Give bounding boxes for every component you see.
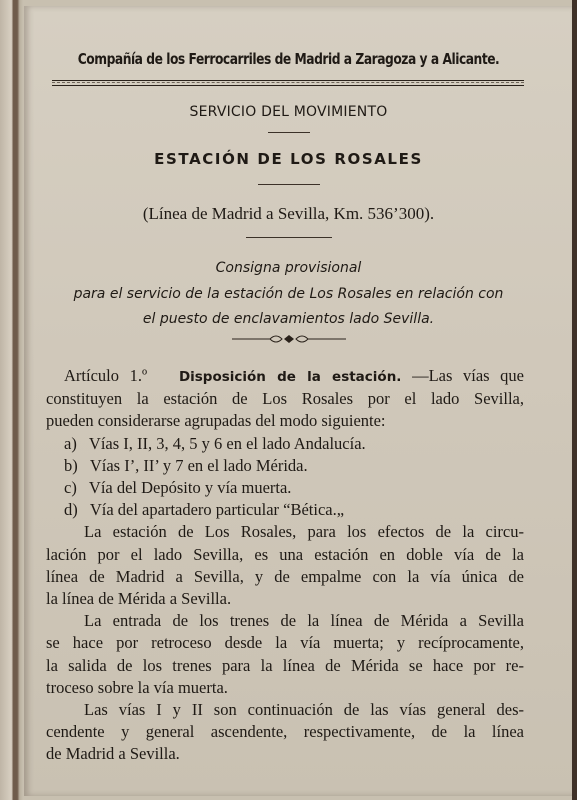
list-marker: b) <box>64 456 78 475</box>
paragraph-2-line: lación por el lado Sevilla, es una estación en doble vía de la <box>46 545 524 564</box>
paragraph-3-line: troceso sobre la vía muerta. <box>46 678 228 697</box>
paragraph-3-line: se hace por retroceso desde la vía muerta; y recíprocamente, <box>46 633 524 652</box>
divider-rule <box>268 132 310 133</box>
paragraph-2-line: La estación de Los Rosales, para los efectos de la circu- <box>84 522 524 541</box>
list-item-d <box>64 500 542 520</box>
list-marker: a) <box>64 434 77 453</box>
book-edge <box>572 0 577 800</box>
header-double-rule <box>52 80 524 86</box>
list-item-c <box>64 478 542 498</box>
consigna-line-2: el puesto de enclavamientos lado Sevilla. <box>142 311 435 327</box>
list-item-b <box>64 456 542 476</box>
list-marker: d) <box>64 500 78 519</box>
consigna-line-1: para el servicio de la estación de Los Rosales en relación con <box>73 286 504 302</box>
article-line-1-rest: —Las vías que <box>412 366 525 385</box>
article-line-2: constituyen la estación de Los Rosales por el lado Sevilla, <box>46 389 524 408</box>
list-item-text: Vías I’, II’ y 7 en el lado Mérida. <box>89 456 308 475</box>
paragraph-4-line: cendente y general ascendente, respectivamente, de la línea <box>46 722 524 741</box>
service-heading: SERVICIO DEL MOVIMIENTO <box>189 104 388 120</box>
article-first-line <box>64 366 524 386</box>
article-line-3: pueden considerarse agrupadas del modo siguiente: <box>46 411 386 430</box>
paragraph-3-line: La entrada de los trenes de la línea de Mérida a Sevilla <box>84 611 524 630</box>
paragraph-3-line: la salida de los trenes para la línea de Mérida se hace por re- <box>46 656 524 675</box>
divider-rule <box>246 237 332 238</box>
station-heading: ESTACIÓN DE LOS ROSALES <box>154 150 423 168</box>
line-info: (Línea de Madrid a Sevilla, Km. 536’300). <box>142 204 435 223</box>
list-item-text: Vías I, II, 3, 4, 5 y 6 en el lado Andalucía. <box>88 434 366 453</box>
list-item-text: Vía del Depósito y vía muerta. <box>88 478 292 497</box>
list-item-a <box>64 434 542 454</box>
paragraph-4-line: de Madrid a Sevilla. <box>46 744 180 763</box>
paragraph-4-line: Las vías I y II son continuación de las vías general des- <box>84 700 524 719</box>
list-item-text: Vía del apartadero particular “Bética.„ <box>89 500 345 519</box>
ornament-divider <box>232 332 346 346</box>
divider-rule <box>258 184 320 185</box>
article-heading: Disposición de la estación. <box>178 369 402 385</box>
paragraph-2-line: la línea de Mérida a Sevilla. <box>46 589 232 608</box>
list-marker: c) <box>64 478 77 497</box>
consigna-title: Consigna provisional <box>215 260 362 276</box>
company-title: Compañía de los Ferrocarriles de Madrid a Zaragoza y a Alicante. <box>77 50 500 68</box>
article-number: Artículo 1.º <box>64 366 148 385</box>
paragraph-2-line: línea de Madrid a Sevilla, y de empalme con la vía única de <box>46 567 524 586</box>
